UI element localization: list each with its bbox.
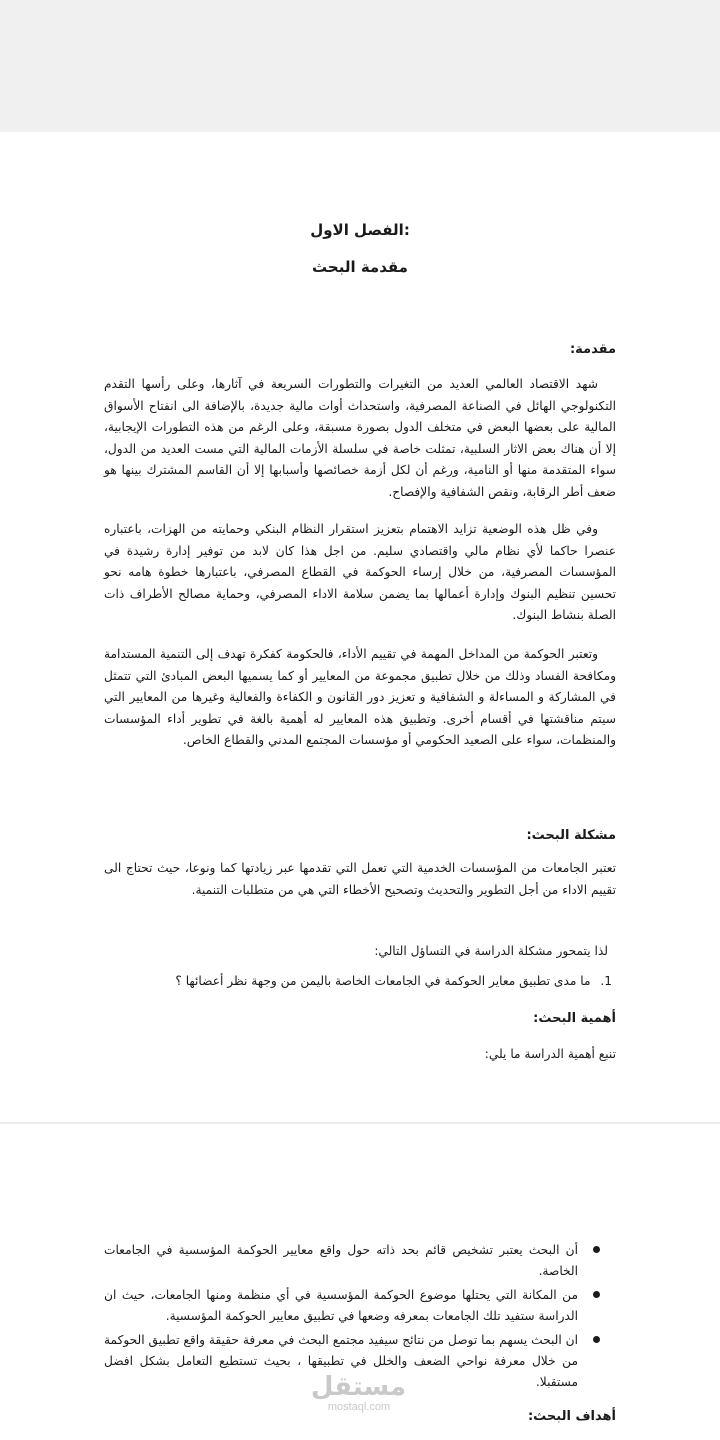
importance-heading: أهمية البحث:: [533, 1011, 616, 1026]
importance-lead: تنبع أهمية الدراسة ما يلي:: [484, 1047, 616, 1061]
bullet-icon: [593, 1246, 600, 1253]
objectives-heading: أهداف البحث:: [527, 1409, 616, 1424]
chapter-title: الفصل الاول:: [310, 221, 410, 239]
question-number: 1.: [600, 974, 612, 988]
problem-paragraph: تعتبر الجامعات من المؤسسات الخدمية التي تعمل التي تقدمها عبر زيادتها كما ونوعا، حيث تحتاج الى تقييم الاداء من أجل التطوير والتحديث وتصحيح الأخطاء التي هي من متطلبات التنمية.: [104, 861, 616, 897]
bullet-icon: [593, 1336, 600, 1343]
chapter-subtitle: مقدمة البحث: [312, 258, 408, 276]
research-question: [175, 974, 612, 988]
problem-heading: مشكلة البحث:: [526, 828, 616, 843]
intro-paragraph-1: شهد الاقتصاد العالمي العديد من التغيرات والتطورات السريعة في آثارها، وعلى رأسها التقدم التكنولوجي الهائل في الصناعة المصرفية، واستحداث أوات مالية جديدة، بالإضافة الى انفتاح الأسواق المالية على بعضها البعض في متخلف الدول بصورة مسبقة، وعلى الرغم من هذه التطورات الإيجابية، إلا أن هناك بعض الاثار السلبية، تمثلت خاصة في سلسلة الأزمات المالية التي مست العديد من الدول، سواء المتقدمة منها أو النامية، ورغم أن لكل أزمة خصائصها وأسبابها إلا أن القاسم المشترك بينها هو ضعف أطر الرقابة، ونقص الشفافية والإفصاح.: [104, 377, 616, 499]
watermark-logo: [312, 1373, 406, 1413]
list-item: من المكانة التي يحتلها موضوع الحوكمة المؤسسية في أي منظمة ومنها الجامعات، حيث ان الدراسة ستفيد تلك الجامعات بمعرفه وضعها في تطبيق معايير الحوكمة المؤسسية.: [104, 1285, 604, 1327]
intro-paragraph-3: وتعتبر الحوكمة من المداخل المهمة في تقييم الأداء، فالحكومة كفكرة تهدف إلى التنمية المستدامة ومكافحة الفساد وذلك من خلال تطبيق مجموعة من المعايير أو كما يسميها البعض المبادئ التي تتمثل في المشاركة و المساءلة و الشفافية و تعزيز دور القانون و الكفاءة والفعالية وغيرها من المعايير التي سيتم مناقشتها في أقسام أخرى. وتطبيق هذه المعايير له أهمية بالغة في تطوير أداء المؤسسات والمنظمات، سواء على الصعيد الحكومي أو مؤسسات المجتمع المدني والقطاع الخاص.: [104, 647, 616, 747]
question-text: ما مدى تطبيق معاير الحوكمة في الجامعات الخاصة باليمن من وجهة نظر أعضائها ؟: [175, 974, 591, 988]
list-item: أن البحث يعتبر تشخيص قائم بحد ذاته حول واقع معايير الحوكمة المؤسسية في الجامعات الخاصة.: [104, 1240, 604, 1282]
watermark-brand: مستقل: [310, 1372, 406, 1402]
watermark-domain: mostaql.com: [327, 1401, 391, 1413]
intro-paragraph-2: وفي ظل هذه الوضعية تزايد الاهتمام بتعزيز استقرار النظام البنكي وحمايته من الهزات، باعتباره عنصرا حاكما لأي نظام مالي واقتصادي سليم. من اجل هذا كان لابد من توفير إدارة رشيدة في المؤسسات المصرفية، من خلال إرساء الحوكمة في القطاع المصرفي، باعتبارها خطوة هامه نحو تحسين تنظيم البنوك وإدارة أعمالها بما يضمن سلامة الاداء المصرفي، وحماية مصالح الأطراف ذات الصلة بنشاط البنوك.: [104, 522, 616, 622]
intro-heading: مقدمة:: [569, 342, 616, 357]
list-item: ان البحث يسهم بما توصل من نتائج سيفيد مجتمع البحث في معرفة حقيقة واقع تطبيق الحوكمة من خلال معرفة نواحي الضعف والخلل في تطبيقها ، بحيث تستطيع التعامل بشكل افضل مستقبلا.: [104, 1330, 604, 1393]
problem-lead: لذا يتمحور مشكلة الدراسة في التساؤل التالي:: [374, 944, 608, 958]
bullet-icon: [593, 1291, 600, 1298]
